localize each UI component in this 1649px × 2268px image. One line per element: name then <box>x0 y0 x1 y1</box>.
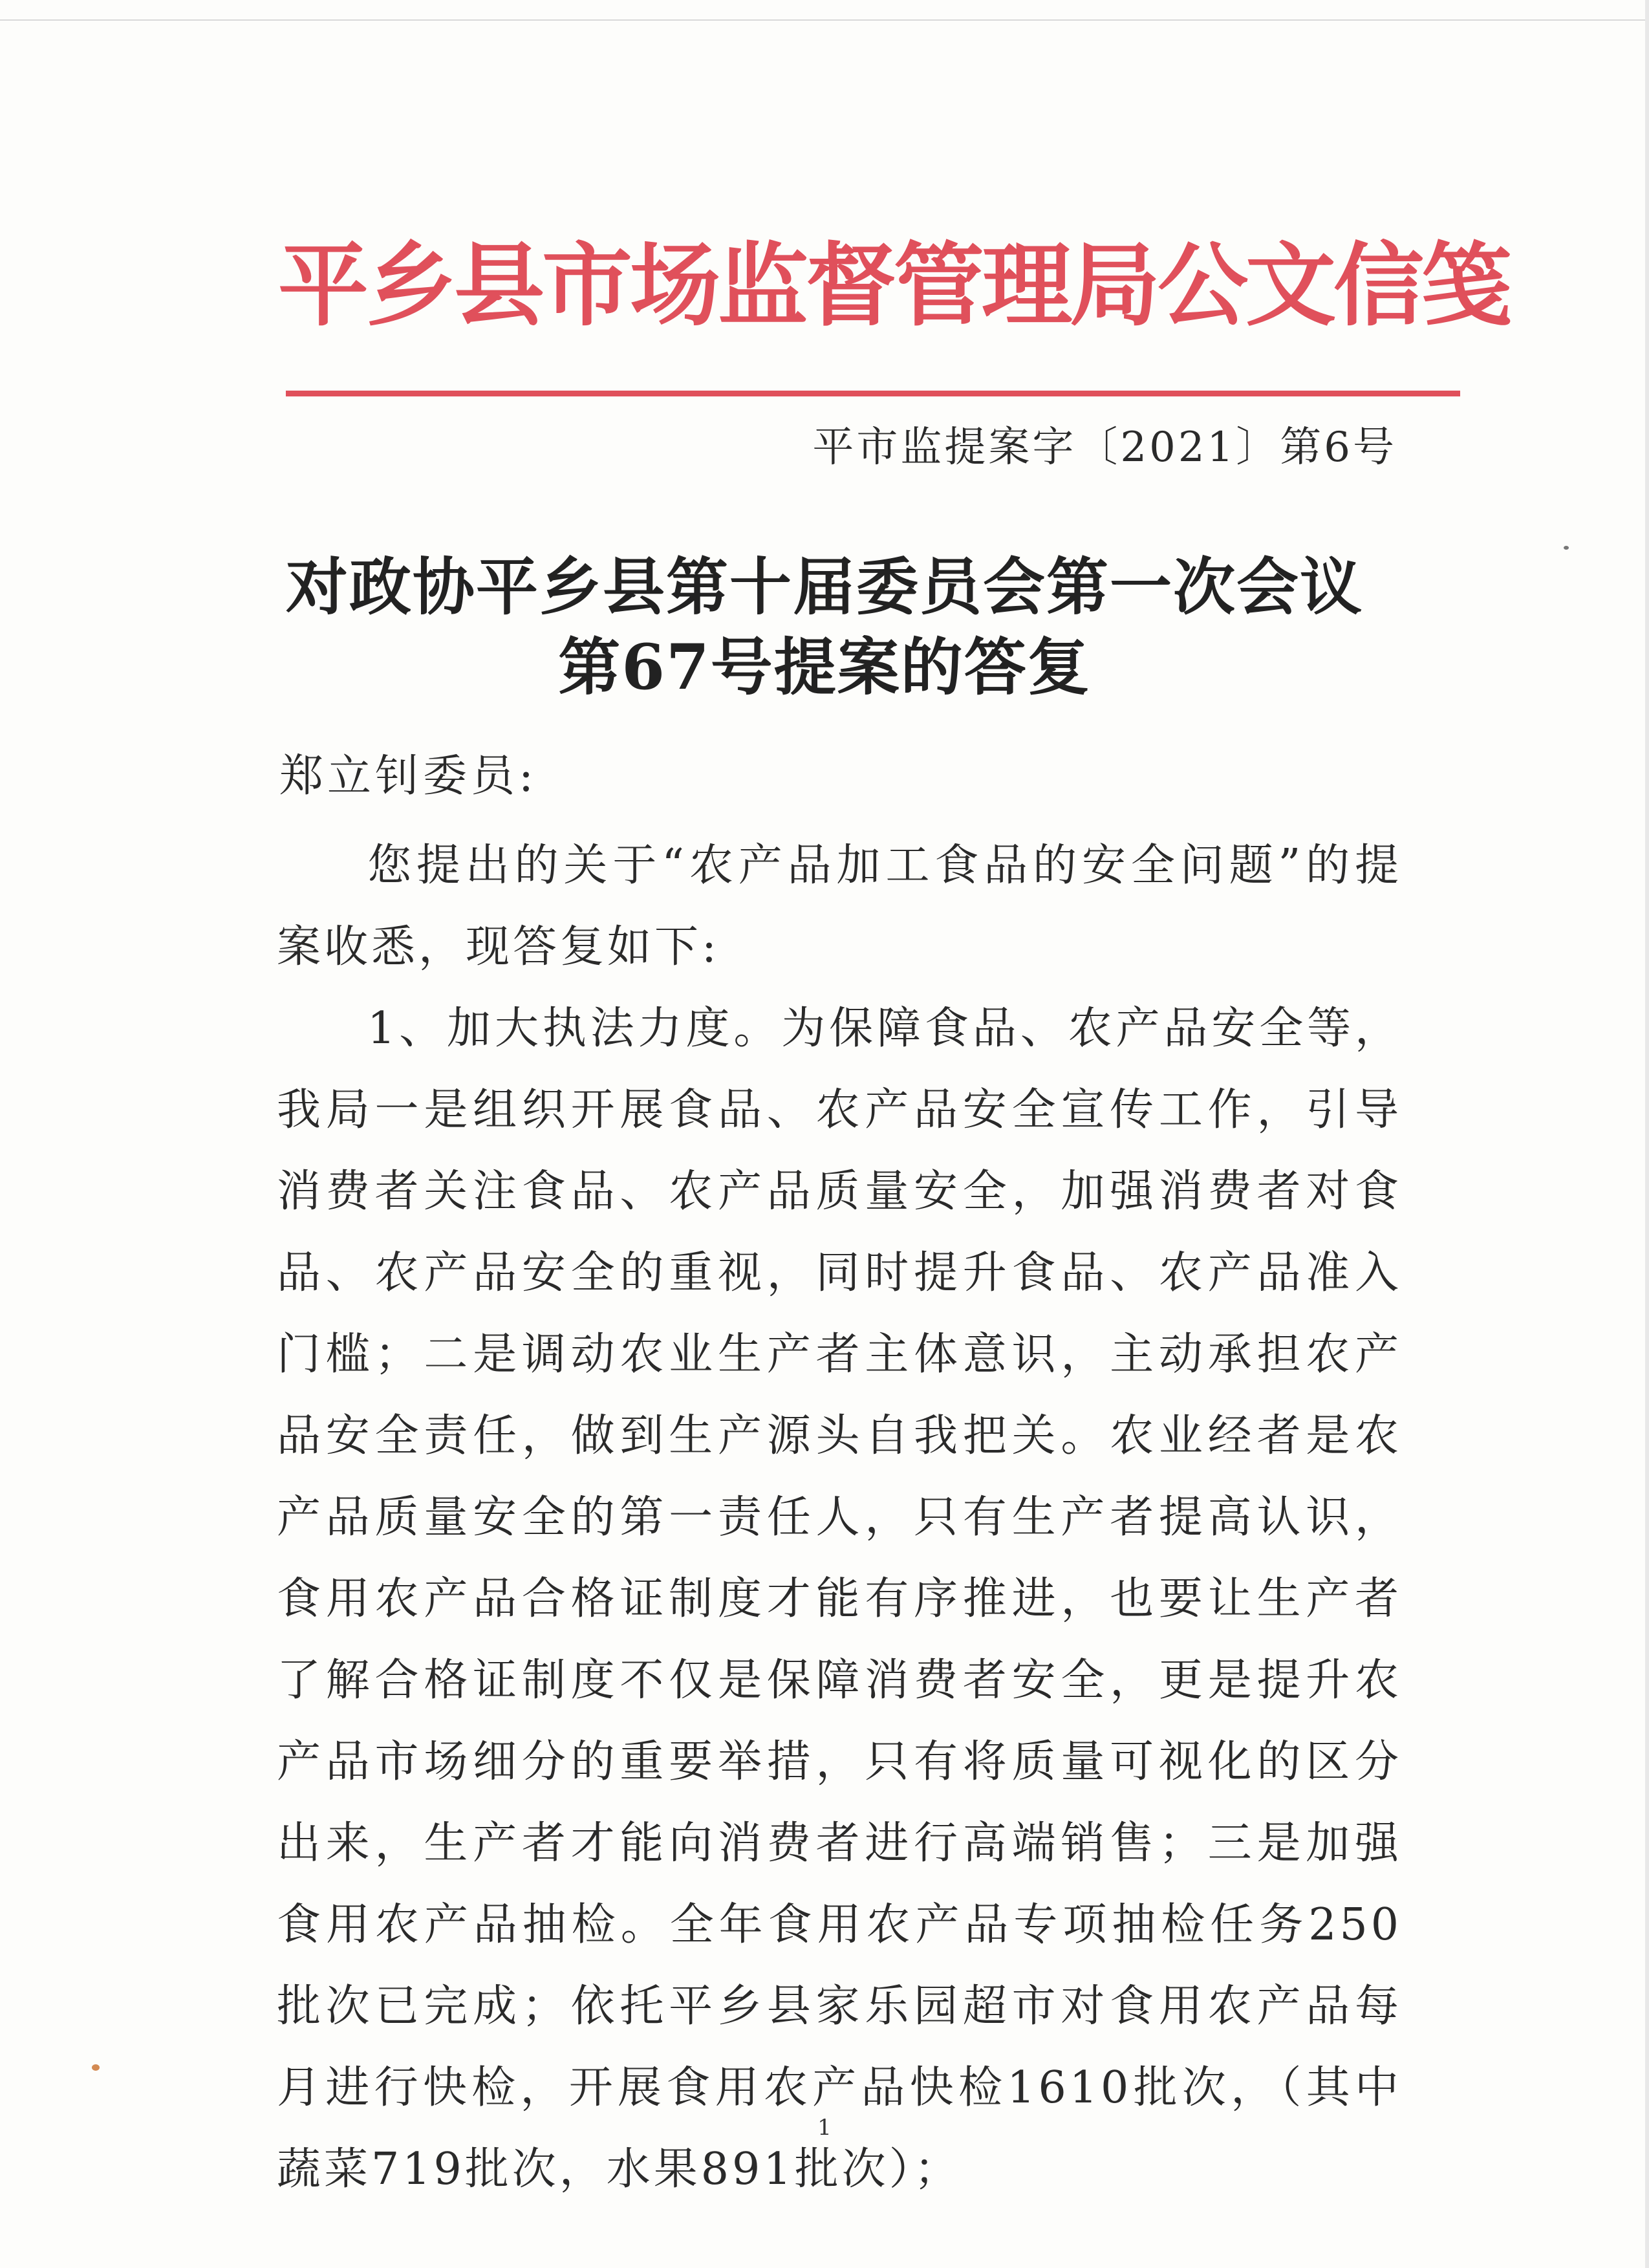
scan-speck <box>1564 546 1569 550</box>
document-title-line-2: 第67号提案的答复 <box>558 631 1091 704</box>
scan-speck <box>92 2064 100 2071</box>
body-paragraph-enforcement: 1、加大执法力度。为保障食品、农产品安全等，我局一是组织开展食品、农产品安全宣传工作，引导消费者关注食品、农产品质量安全，加强消费者对食品、农产品安全的重视，同时提升食品、农产品准入门槛；二是调动农业生产者主体意识，主动承担农产品安全责任，做到生产源头自我把关。农业经者是农产品质量安全的第一责任人，只有生产者提高认识，食用农产品合格证制度才能有序推进，也要让生产者了解合格证制度不仅是保障消费者安全，更是提升农产品市场细分的重要举措，只有将质量可视化的区分出来，生产者才能向消费者进行高端销售；三是加强食用农产品抽检。全年食用农产品专项抽检任务250批次已完成；依托平乡县家乐园超市对食用农产品每月进行快检，开展食用农产品快检1610批次，（其中蔬菜719批次，水果891批次）； <box>277 1003 1402 2195</box>
letterhead-divider <box>286 391 1460 396</box>
letterhead-title: 平乡县市场监督管理局公文信笺 <box>278 233 1510 339</box>
scan-artifact-line <box>0 19 1649 21</box>
document-number: 平市监提案字〔2021〕第6号 <box>812 424 1397 471</box>
salutation: 郑立钊委员: <box>279 751 537 802</box>
body-paragraph-intro: 您提出的关于“农产品加工食品的安全问题”的提案收悉，现答复如下: <box>277 840 1402 973</box>
document-title-line-1: 对政协平乡县第十届委员会第一次会议 <box>286 550 1363 623</box>
page-number: 1 <box>817 2115 832 2141</box>
scan-artifact-edge <box>1645 0 1649 2268</box>
